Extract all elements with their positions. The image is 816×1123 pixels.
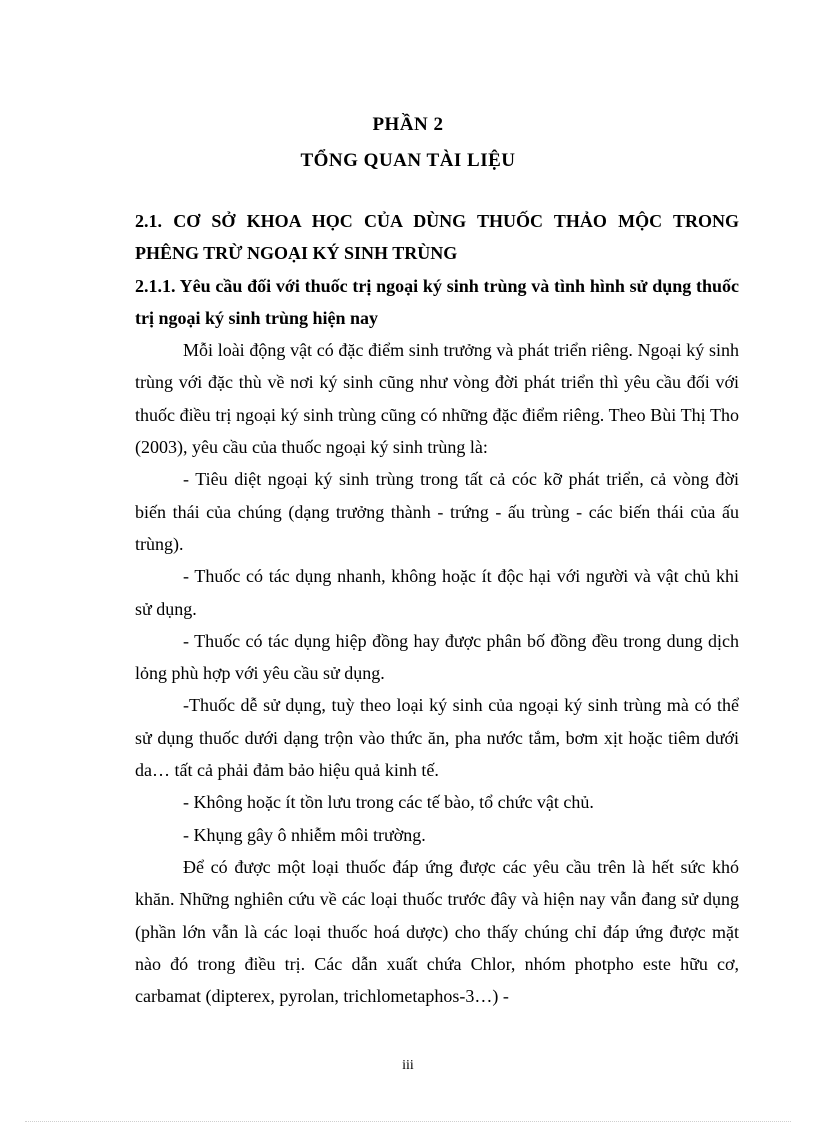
list-item-synergy: - Thuốc có tác dụng hiệp đồng hay được phân bố đồng đều trong dung dịch lỏng phù hợp với yêu cầu sử dụng.: [135, 630, 739, 684]
page-number: iii: [402, 1058, 414, 1073]
page-bottom-divider: [25, 1121, 791, 1122]
part-heading: PHẦN 2: [372, 114, 444, 135]
section-heading: 2.1. CƠ SỞ KHOA HỌC CỦA DÙNG THUỐC THẢO MỘC TRONG PHÊNG TRỪ NGOẠI KÝ SINH TRÙNG: [135, 211, 739, 264]
list-item-kill-parasites: - Tiêu diệt ngoại ký sinh trùng trong tất cả cóc kỡ phát triển, cả vòng đời biến thái của chúng (dạng trưởng thành - trứng - ấu trùng - các biến thái của ấu trùng).: [135, 469, 739, 554]
paragraph-discussion: Để có được một loại thuốc đáp ứng được các yêu cầu trên là hết sức khó khăn. Những nghiên cứu về các loại thuốc trước đây và hiện nay vẫn đang sử dụng (phần lớn vẫn là các loại thuốc hoá dược) cho thấy chúng chỉ đáp ứng được mặt nào đó trong điều trị. Các dẫn xuất chứa Chlor, nhóm photpho este hữu cơ, carbamat (dipterex, pyrolan, trichlometaphos-3…) -: [135, 856, 739, 1007]
list-item-easy-use: -Thuốc dễ sử dụng, tuỳ theo loại ký sinh của ngoại ký sinh trùng mà có thể sử dụng thuốc dưới dạng trộn vào thức ăn, pha nước tắm, bơm xịt hoặc tiêm dưới da… tất cả phải đảm bảo hiệu quả kinh tế.: [135, 695, 739, 781]
part-title: TỔNG QUAN TÀI LIỆU: [300, 150, 516, 171]
subsection-heading: 2.1.1. Yêu cầu đối với thuốc trị ngoại ký sinh trùng và tình hình sử dụng thuốc trị ngoại ký sinh trùng hiện nay: [135, 275, 739, 328]
paragraph-intro: Mỗi loài động vật có đặc điểm sinh trưởng và phát triển riêng. Ngoại ký sinh trùng với đặc thù về nơi ký sinh cũng như vòng đời phát triển thì yêu cầu đối với thuốc điều trị ngoại ký sinh trùng cũng có những đặc điểm riêng. Theo Bùi Thị Tho (2003), yêu cầu của thuốc ngoại ký sinh trùng là:: [135, 340, 739, 458]
list-item-low-residue: - Không hoặc ít tồn lưu trong các tế bào, tổ chức vật chủ.: [183, 792, 594, 813]
page-body: [135, 205, 739, 1012]
list-item-fast-acting: - Thuốc có tác dụng nhanh, không hoặc ít độc hại với người và vật chủ khi sử dụng.: [135, 566, 739, 619]
list-item-no-pollution: - Khụng gây ô nhiễm môi trường.: [183, 824, 426, 845]
